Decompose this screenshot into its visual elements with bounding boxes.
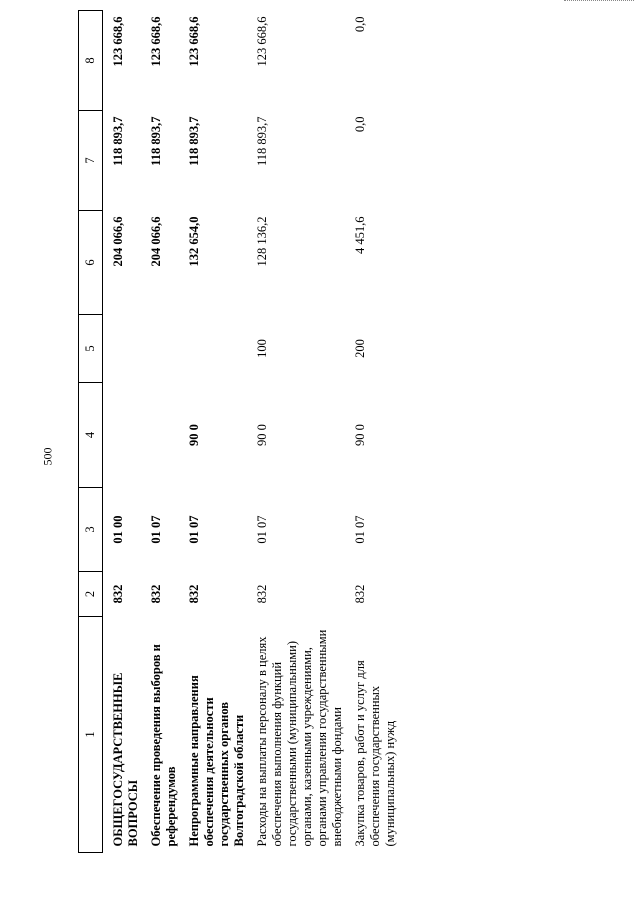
row-section: 01 00 — [111, 515, 125, 544]
row-target — [145, 383, 183, 488]
column-header: 8 — [79, 11, 103, 111]
column-header: 7 — [79, 111, 103, 211]
table-row — [183, 11, 251, 853]
row-target: 90 0 — [353, 424, 367, 446]
row-value-8: 123 668,6 — [187, 16, 201, 67]
row-value-8: 123 668,6 — [111, 16, 125, 67]
table-row — [145, 11, 183, 853]
row-section: 01 07 — [255, 515, 269, 544]
column-header: 6 — [79, 211, 103, 315]
table-header-row — [79, 11, 103, 853]
table-row — [103, 11, 146, 853]
column-header: 4 — [79, 383, 103, 488]
row-value-7: 118 893,7 — [111, 116, 125, 166]
row-type — [145, 315, 183, 383]
row-value-6: 132 654,0 — [187, 216, 201, 267]
row-value-8: 0,0 — [353, 16, 367, 33]
row-type — [103, 315, 146, 383]
row-name: Расходы на выплаты персоналу в целях обеспечения выполнения функций государственными (муниципальными) органами, казенными учреждениями, органами управления государственными внебюджетными фондами — [255, 629, 344, 847]
row-type: 100 — [255, 339, 269, 358]
row-value-8: 123 668,6 — [149, 16, 163, 67]
row-code: 832 — [149, 584, 163, 604]
column-header: 3 — [79, 488, 103, 572]
row-section: 01 07 — [149, 515, 163, 544]
row-value-7: 0,0 — [353, 116, 367, 133]
table-row — [349, 11, 402, 853]
table-row — [251, 11, 349, 853]
row-type — [183, 315, 251, 383]
row-value-8: 123 668,6 — [255, 16, 269, 67]
row-name: Обеспечение проведения выборов и референдумов — [149, 644, 178, 847]
row-code: 832 — [255, 584, 269, 604]
row-value-6: 204 066,6 — [149, 216, 163, 267]
row-section: 01 07 — [353, 515, 367, 544]
budget-table — [78, 10, 402, 853]
row-name: Закупка товаров, работ и услуг для обеспечения государственных (муниципальных) нужд — [353, 660, 397, 847]
row-target: 90 0 — [187, 424, 201, 446]
row-target: 90 0 — [255, 424, 269, 446]
row-section: 01 07 — [187, 515, 201, 544]
row-target — [103, 383, 146, 488]
row-code: 832 — [353, 584, 367, 604]
row-value-7: 118 893,7 — [255, 116, 269, 167]
column-header: 1 — [79, 617, 103, 853]
row-type: 200 — [353, 339, 367, 358]
row-code: 832 — [187, 584, 201, 604]
row-value-6: 128 136,2 — [255, 216, 269, 267]
column-header: 2 — [79, 572, 103, 617]
row-value-7: 118 893,7 — [187, 116, 201, 166]
row-name: ОБЩЕГОСУДАРСТВЕННЫЕ ВОПРОСЫ — [111, 672, 140, 847]
row-value-6: 4 451,6 — [353, 216, 367, 254]
row-value-7: 118 893,7 — [149, 116, 163, 166]
row-code: 832 — [111, 584, 125, 604]
column-header: 5 — [79, 315, 103, 383]
page-number: 500 — [40, 447, 55, 466]
row-value-6: 204 066,6 — [111, 216, 125, 267]
row-name: Непрограммные направления обеспечения деятельности государственных органов Волгоградской области — [187, 675, 246, 847]
